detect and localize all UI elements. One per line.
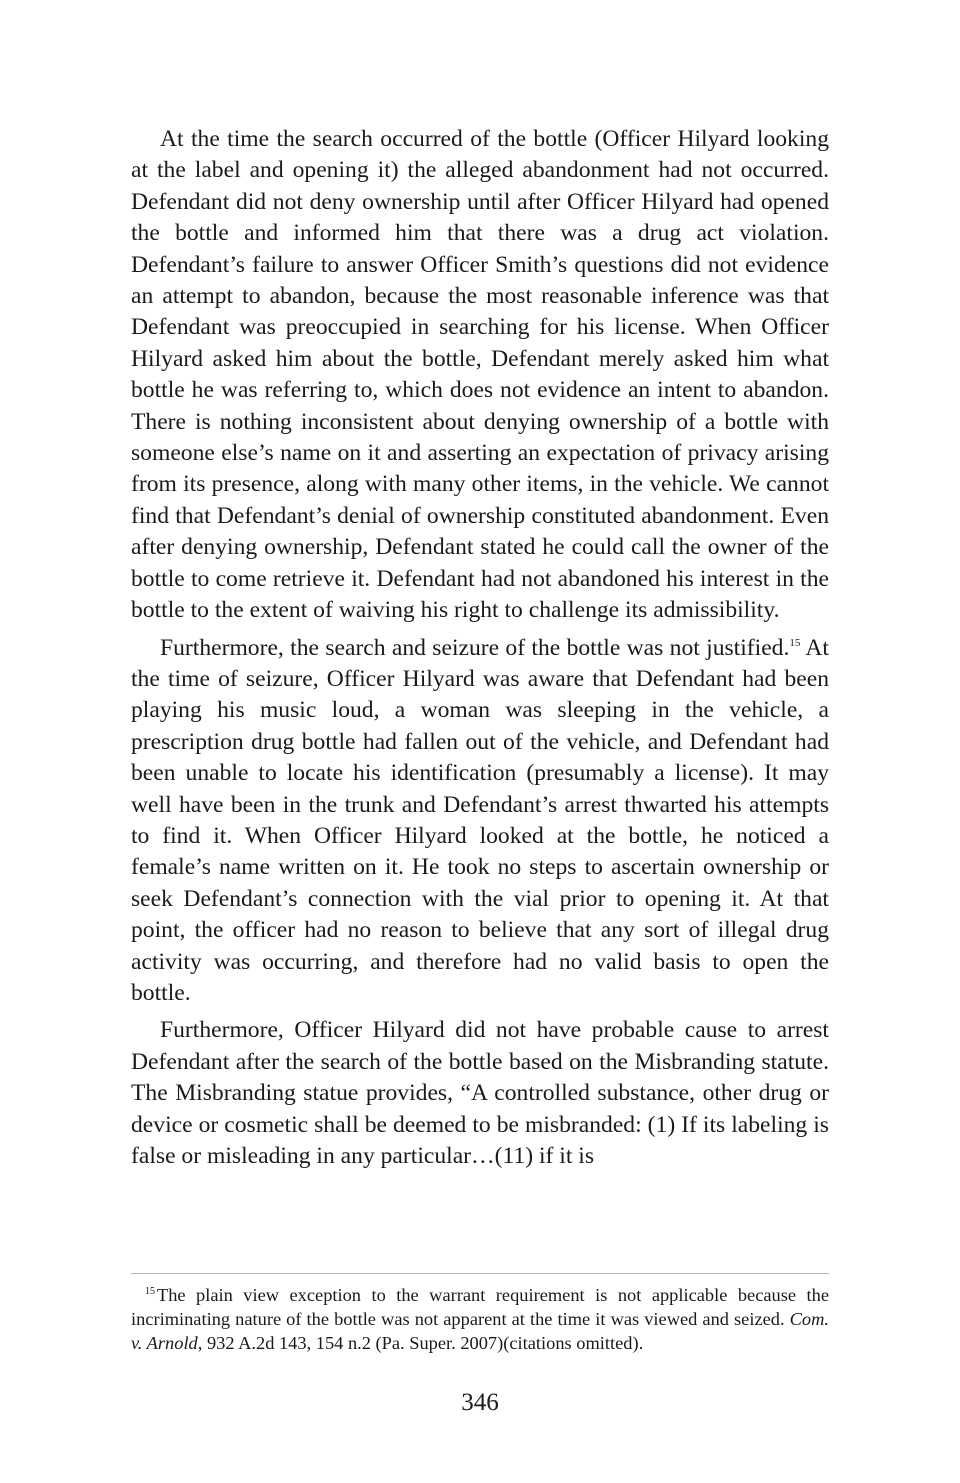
footnote-citation: , 932 A.2d 143, 154 n.2 (Pa. Super. 2007)(citations omitted). [197,1333,644,1353]
paragraph-2-start: Furthermore, the search and seizure of the bottle was not justified. [160,634,790,661]
footnote-divider [131,1273,829,1274]
footnote-reference-15[interactable]: 15 [789,636,801,649]
page-body [131,124,829,1172]
page-number: 346 [461,1389,499,1416]
body-paragraph-2 [131,633,829,1010]
paragraph-2-rest: At the time of seizure, Officer Hilyard was aware that Defendant had been playing his music loud, a woman was sleeping in the vehicle, a prescription drug bottle had fallen out of the vehicle, and Defendant had been unable to locate his identification (presumably a license). It may well have been in the trunk and Defendant’s arrest thwarted his attempts to find it. When Officer Hilyard looked at the bottle, he noticed a female’s name written on it. He took no steps to ascertain ownership or seek Defendant’s connection with the vial prior to opening it. At that point, the officer had no reason to believe that any sort of illegal drug activity was occurring, and therefore had no valid basis to open the bottle. [131,634,829,1006]
footnote-text-before-case: The plain view exception to the warrant requirement is not applicable because the incriminating nature of the bottle was not apparent at the time it was viewed and seized. [131,1285,829,1329]
footnote-15 [131,1283,829,1355]
body-paragraph-3: Furthermore, Officer Hilyard did not have probable cause to arrest Defendant after the search of the bottle based on the Misbranding statute. The Misbranding statue provides, “A controlled substance, other drug or device or cosmetic shall be deemed to be misbranded: (1) If its labeling is false or misleading in any particular…(11) if it is [131,1017,829,1169]
footnote-marker: 15 [145,1286,155,1297]
footnote-case-name: Com. v. Arnold [131,1309,829,1353]
body-paragraph-1: At the time the search occurred of the bottle (Officer Hilyard looking at the label and opening it) the alleged abandonment had not occurred. Defendant did not deny ownership until after Officer Hilyard had opened the bottle and informed him that there was a drug act violation. Defendant’s failure to answer Officer Smith’s questions did not evidence an attempt to abandon, because the most reasonable inference was that Defendant was preoccupied in searching for his license. When Officer Hilyard asked him about the bottle, Defendant merely asked him what bottle he was referring to, which does not evidence an intent to abandon. There is nothing inconsistent about denying ownership of a bottle with someone else’s name on it and asserting an expectation of privacy arising from its presence, along with many other items, in the vehicle. We cannot find that Defendant’s denial of ownership constituted abandonment. Even after denying ownership, Defendant stated he could call the owner of the bottle to come retrieve it. Defendant had not abandoned his interest in the bottle to the extent of waiving his right to challenge its admissibility. [131,126,829,624]
